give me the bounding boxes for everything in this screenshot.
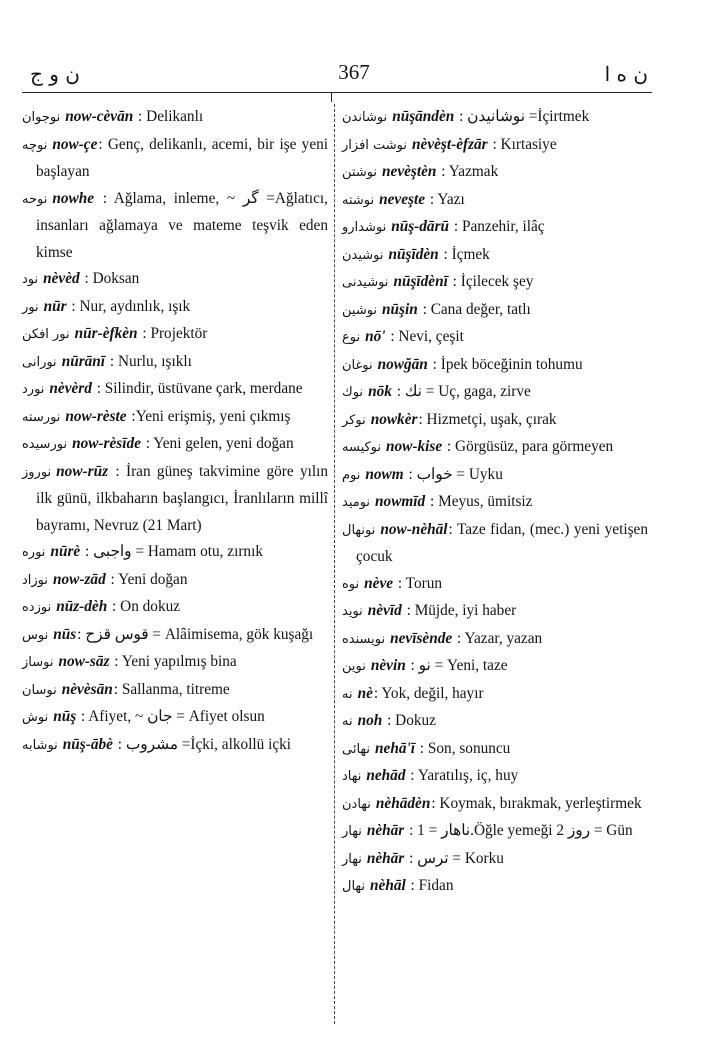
entry-arabic: نوك [342, 385, 364, 400]
entry-headword: nève [364, 574, 394, 592]
entry-separator: : [439, 245, 452, 263]
entry-arabic: نهال [342, 879, 366, 894]
entry-separator: : [127, 407, 136, 425]
entry-separator: : [488, 135, 501, 153]
entry-separator: : [110, 653, 122, 670]
entry-arabic: نور افكن [22, 327, 70, 342]
entry-arabic: نوزده [22, 600, 52, 615]
entry-headword: noh [357, 712, 383, 729]
entry-definition: مشروب =İçki, alkollü içki [125, 735, 292, 753]
entry-arabic: نوشابه [22, 737, 58, 753]
entry-separator: : [404, 465, 417, 483]
entry-arabic: نوغان [342, 357, 373, 373]
entry-definition: Sallanma, titreme [121, 680, 230, 698]
entry-definition: İçilecek şey [460, 273, 534, 290]
entry-definition: خواب = Uyku [416, 465, 503, 483]
left-column [22, 104, 328, 759]
entry-headword: nevīsènde [390, 629, 453, 647]
entry-arabic: نود [22, 272, 39, 287]
header-rule [22, 92, 652, 93]
dictionary-entry [342, 626, 648, 654]
entry-headword: nūr [43, 297, 67, 315]
entry-headword: nèvèrd [49, 380, 92, 397]
entry-arabic: نوم [342, 467, 361, 483]
entry-definition: İran güneş takvimine göre yılın ilk günü, ilkbaharın başlangıcı, İranlıların millî bayramı, Nevruz (21 Mart) [36, 462, 328, 534]
entry-headword: nowm [365, 465, 404, 483]
entry-arabic: نهار [342, 824, 362, 839]
dictionary-entry [342, 763, 648, 791]
entry-definition: ترس = Korku [417, 849, 504, 867]
entry-arabic: نوين [342, 659, 366, 674]
entry-arabic: نورانى [22, 354, 57, 370]
entry-headword: nūşin [382, 300, 418, 318]
entry-definition: Silindir, üstüvane çark, merdane [104, 380, 303, 397]
entry-headword: nèvin [370, 657, 406, 674]
entry-definition: On dokuz [120, 598, 181, 615]
entry-definition: Yazmak [448, 163, 499, 180]
entry-definition: Dokuz [395, 712, 436, 729]
entry-headword: now-sāz [58, 653, 110, 670]
entry-separator: : [80, 270, 93, 287]
entry-separator: : [141, 435, 154, 452]
dictionary-entry [342, 598, 648, 626]
entry-headword: nèhāl [370, 877, 406, 894]
entry-definition: Yok, değil, hayır [381, 684, 484, 702]
entry-arabic: نونهال [342, 522, 376, 538]
entry-definition: Yeni doğan [118, 570, 188, 588]
entry-separator: : [106, 570, 119, 588]
entry-arabic: نهائى [342, 741, 371, 757]
dictionary-entry [342, 434, 648, 462]
dictionary-entry [342, 571, 648, 599]
dictionary-entry [22, 677, 328, 705]
entry-separator: : [455, 108, 468, 125]
entry-headword: nūş-dārū [391, 218, 450, 235]
entry-definition: Nur, aydınlık, ışık [79, 297, 191, 315]
entry-definition: Delikanlı [146, 108, 204, 125]
entry-headword: nowmīd [375, 493, 426, 510]
entry-arabic: نه [342, 686, 353, 702]
entry-headword: nèvīd [367, 602, 402, 619]
entry-arabic: نوزاد [22, 572, 49, 588]
dictionary-entry [342, 159, 648, 187]
entry-arabic: نوشين [342, 302, 378, 318]
entry-separator: : [113, 680, 122, 698]
entry-headword: nehād [366, 767, 406, 784]
entry-separator: : [405, 849, 418, 867]
entry-definition: Nevi, çeşit [398, 328, 464, 345]
entry-definition: Yaratılış, iç, huy [417, 767, 519, 784]
entry-separator: : [406, 767, 418, 784]
entry-separator: : [95, 189, 114, 207]
entry-separator: : [98, 135, 108, 153]
entry-definition: İpek böceğinin tohumu [440, 355, 583, 373]
entry-separator: : [426, 493, 439, 510]
entry-arabic: نورسته [22, 409, 61, 425]
entry-headword: nūş [53, 708, 77, 725]
entry-definition: نك = Uç, gaga, zirve [404, 383, 531, 400]
entry-headword: nè [357, 684, 373, 702]
entry-definition: Meyus, ümitsiz [438, 493, 533, 510]
entry-arabic: نوسان [22, 682, 57, 698]
entry-headword: nūs [53, 625, 77, 643]
right-column [342, 104, 648, 901]
entry-headword: nowhe [52, 189, 94, 207]
entry-separator: : [92, 380, 105, 397]
entry-headword: nūrānī [61, 352, 106, 370]
dictionary-entry [342, 681, 648, 709]
column-divider [334, 104, 335, 1024]
dictionary-entry [22, 594, 328, 622]
entry-arabic: نوشيدنى [342, 275, 389, 290]
entry-definition: Nurlu, ışıklı [117, 352, 192, 370]
entry-definition: Yazar, yazan [464, 629, 543, 647]
entry-definition: Yeni yapılmış bina [121, 653, 237, 670]
entry-definition: Panzehir, ilâç [461, 218, 545, 235]
entry-separator: : [418, 410, 427, 428]
entry-headword: now-nèhāl [380, 520, 448, 538]
dictionary-entry [342, 104, 648, 132]
entry-headword: nèvèd [43, 270, 80, 287]
entry-definition: Cana değer, tatlı [430, 300, 531, 318]
entry-headword: now-zād [53, 570, 106, 588]
dictionary-entry [342, 708, 648, 736]
entry-arabic: نهاد [342, 769, 362, 784]
entry-separator: : [418, 300, 431, 318]
entry-separator: : [383, 712, 396, 729]
entry-headword: nowkèr [370, 410, 418, 428]
entry-definition: Genç, delikanlı, acemi, bir işe yeni başlayan [36, 135, 329, 180]
dictionary-entry [342, 379, 648, 407]
entry-separator: : [426, 190, 438, 208]
entry-definition: ناهار = 1.Öğle yemeği 2 روز = Gün [417, 822, 633, 839]
entry-definition: İçmek [451, 245, 490, 263]
entry-arabic: نوع [342, 330, 361, 345]
dictionary-entry [22, 539, 328, 567]
entry-arabic: نوساز [22, 655, 54, 670]
entry-arabic: نوشدارو [342, 220, 387, 235]
dictionary-entry [342, 132, 648, 160]
entry-arabic: نوروز [22, 464, 52, 480]
entry-separator: : [431, 794, 440, 812]
header-left-guide: ن و ج [30, 62, 80, 86]
entry-separator: : [428, 355, 441, 373]
entry-separator: : [405, 822, 418, 839]
entry-headword: nūşāndèn [392, 108, 455, 125]
page-header [0, 58, 708, 92]
entry-separator: : [113, 735, 126, 753]
entry-definition: Projektör [150, 325, 208, 342]
entry-arabic: نوه [342, 576, 360, 592]
dictionary-entry [22, 294, 328, 322]
entry-headword: nūşīdènī [393, 273, 448, 290]
entry-arabic: نورد [22, 382, 45, 397]
entry-headword: nèvèsān [61, 680, 113, 698]
entry-arabic: نويد [342, 604, 363, 619]
entry-headword: nèhādèn [375, 794, 431, 812]
entry-definition: نو = Yeni, taze [418, 657, 508, 674]
entry-headword: nūş-ābè [62, 735, 113, 753]
entry-separator: : [406, 657, 419, 674]
entry-separator: : [394, 574, 406, 592]
entry-definition: Torun [405, 574, 442, 592]
entry-arabic: نوميد [342, 495, 371, 510]
dictionary-entry [342, 489, 648, 517]
page-number: 367 [338, 60, 370, 84]
entry-headword: now-rèste [65, 407, 127, 425]
entry-definition: Müjde, iyi haber [414, 602, 517, 619]
dictionary-entry [342, 462, 648, 490]
dictionary-entry [22, 459, 328, 540]
entry-headword: now-çe [52, 135, 98, 153]
entry-definition: Koymak, bırakmak, yerleştirmek [439, 794, 642, 812]
entry-definition: Kırtasiye [500, 135, 557, 153]
entry-arabic: نوچه [22, 137, 48, 153]
dictionary-entry [22, 104, 328, 132]
dictionary-entry [342, 653, 648, 681]
dictionary-entry [22, 266, 328, 294]
entry-arabic: نور [22, 299, 39, 315]
entry-definition: Yeni gelen, yeni doğan [153, 435, 294, 452]
entry-arabic: نورسيده [22, 437, 68, 452]
entry-definition: نوشانيدن =İçirtmek [467, 108, 590, 125]
dictionary-entry [22, 622, 328, 650]
entry-arabic: نوجوان [22, 110, 61, 125]
entry-headword: nowğān [377, 355, 428, 373]
entry-headword: nō' [365, 328, 386, 345]
entry-definition: Yazı [437, 190, 465, 208]
entry-arabic: نوشته [342, 192, 375, 208]
dictionary-entry [342, 352, 648, 380]
entry-separator: : [81, 543, 94, 560]
entry-arabic: نوشيدن [342, 247, 384, 263]
dictionary-entry [342, 517, 648, 571]
entry-arabic: نويسنده [342, 631, 386, 647]
entry-definition: قوس قزح = Alâimisema, gök kuşağı [85, 625, 314, 643]
dictionary-entry [22, 732, 328, 760]
entry-arabic: نوحه [22, 191, 48, 207]
entry-separator: : [392, 383, 405, 400]
entry-separator: : [453, 629, 465, 647]
entry-separator: : [450, 218, 462, 235]
entry-arabic: نوشت افزار [342, 137, 408, 153]
entry-arabic: نهار [342, 851, 362, 867]
dictionary-entry [342, 736, 648, 764]
entry-headword: nèhār [366, 822, 405, 839]
entry-arabic: نوس [22, 627, 49, 643]
entry-headword: nūr-èfkèn [74, 325, 138, 342]
dictionary-entry [342, 297, 648, 325]
entry-definition: Taze fidan, (mec.) yeni yetişen çocuk [356, 520, 648, 565]
dictionary-entry [342, 846, 648, 874]
dictionary-entry [22, 321, 328, 349]
entry-arabic: نهادن [342, 796, 371, 812]
entry-headword: nōk [368, 383, 392, 400]
entry-arabic: نه [342, 714, 353, 729]
entry-headword: nūrè [50, 543, 81, 560]
entry-separator: : [406, 877, 419, 894]
entry-separator: : [77, 625, 86, 643]
entry-definition: Yeni erişmiş, yeni çıkmış [135, 407, 291, 425]
entry-headword: now-rèsīde [72, 435, 141, 452]
entry-definition: Hizmetçi, uşak, çırak [426, 410, 557, 428]
entry-arabic: نوشتن [342, 165, 378, 180]
entry-definition: Afiyet, ~ جان = Afiyet olsun [88, 708, 265, 725]
entry-arabic: نوكر [342, 412, 366, 428]
entry-headword: now-cèvān [65, 108, 134, 125]
entry-arabic: نوشاندن [342, 110, 388, 125]
entry-separator: : [106, 352, 118, 370]
header-right-guide: ن ه ا [604, 62, 648, 86]
entry-headword: now-rūz [56, 462, 109, 480]
entry-arabic: نوره [22, 545, 46, 560]
entry-definition: Son, sonuncu [427, 739, 511, 757]
dictionary-entry [342, 187, 648, 215]
dictionary-entry [342, 873, 648, 901]
entry-separator: : [448, 520, 457, 538]
entry-definition: Fidan [418, 877, 454, 894]
entry-separator: : [402, 602, 415, 619]
entry-headword: nèvèşt-èfzār [412, 135, 488, 153]
entry-separator: : [77, 708, 89, 725]
entry-separator: : [443, 438, 456, 455]
header-tick [331, 92, 332, 102]
entry-separator: : [138, 325, 151, 342]
dictionary-entry [22, 431, 328, 459]
dictionary-entry [22, 376, 328, 404]
entry-headword: now-kise [386, 438, 443, 455]
entry-separator: : [437, 163, 449, 180]
entry-separator: : [373, 684, 382, 702]
entry-definition: Ağlama, inleme, ~ گر =Ağlatıcı, insanları ağlamaya ve mateme teşvik eden kimse [36, 189, 328, 261]
entry-separator: : [415, 739, 428, 757]
dictionary-entry [22, 349, 328, 377]
entry-definition: Doksan [92, 270, 140, 287]
entry-definition: Görgüsüz, para görmeyen [455, 438, 614, 455]
dictionary-entry [342, 407, 648, 435]
entry-headword: nevèştèn [382, 163, 437, 180]
dictionary-entry [22, 186, 328, 267]
dictionary-entry [22, 567, 328, 595]
dictionary-entry [22, 649, 328, 677]
entry-headword: nūz-dèh [56, 598, 108, 615]
entry-headword: nèhār [366, 849, 405, 867]
entry-separator: : [67, 297, 80, 315]
entry-headword: neveşte [379, 190, 425, 208]
dictionary-entry [342, 214, 648, 242]
entry-arabic: نوكيسه [342, 440, 382, 455]
entry-separator: : [134, 108, 147, 125]
entry-separator: : [448, 273, 461, 290]
entry-separator: : [386, 328, 399, 345]
dictionary-entry [22, 704, 328, 732]
dictionary-entry [22, 132, 328, 186]
dictionary-entry [342, 269, 648, 297]
dictionary-entry [22, 404, 328, 432]
entry-headword: nūşīdèn [388, 245, 439, 263]
dictionary-entry [342, 818, 648, 846]
entry-separator: : [109, 462, 126, 480]
dictionary-entry [342, 242, 648, 270]
dictionary-entry [342, 324, 648, 352]
entry-arabic: نوش [22, 710, 49, 725]
entry-headword: nehā'ī [375, 739, 415, 757]
dictionary-entry [342, 791, 648, 819]
entry-separator: : [108, 598, 121, 615]
entry-definition: واجبى = Hamam otu, zırnık [93, 543, 263, 560]
